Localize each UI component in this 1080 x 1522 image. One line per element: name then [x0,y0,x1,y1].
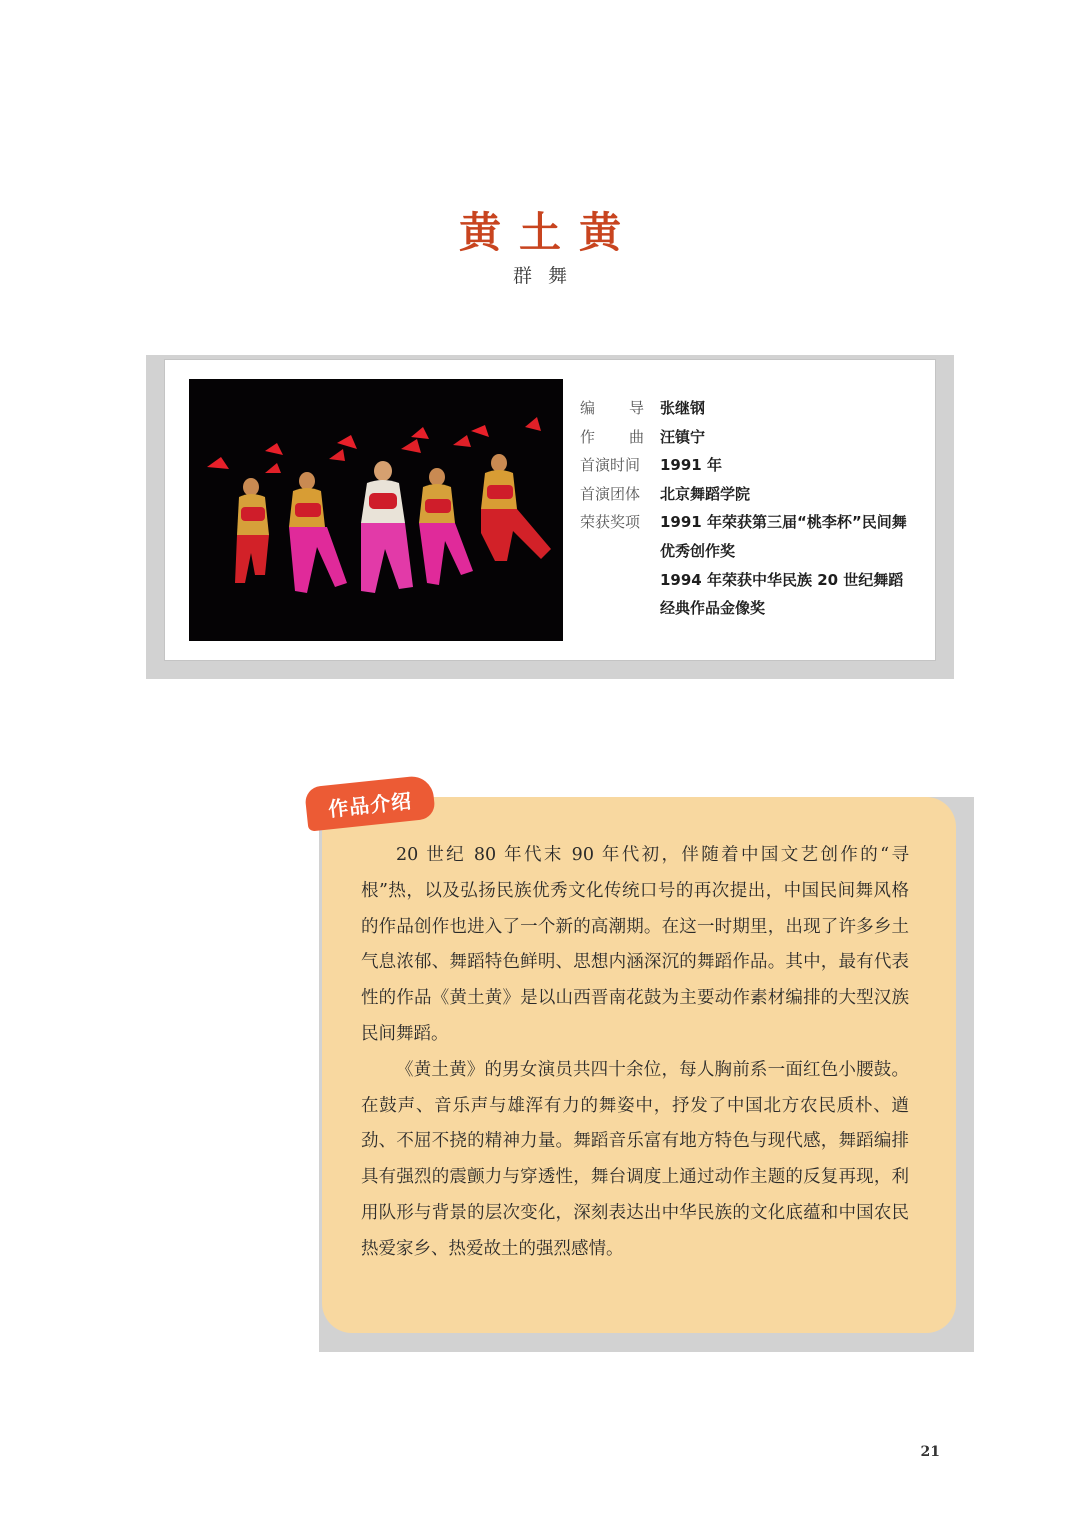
credit-label-char: 导 [628,399,644,417]
credit-label: 首演团体 [580,484,641,503]
credit-row-awards [580,508,935,622]
dancers-illustration [189,379,563,641]
intro-paragraph: 《黄土黄》的男女演员共四十余位，每人胸前系一面红色小腰鼓。在鼓声、音乐声与雄浑有力的舞姿中，抒发了中国北方农民质朴、遒劲、不屈不挠的精神力量。舞蹈音乐富有地方特色与现代感，舞蹈编排具有强烈的震颤力与穿透性，舞台调度上通过动作主题的反复再现，利用队形与背景的层次变化，深刻表达出中华民族的文化底蕴和中国农民热爱家乡、热爱故土的强烈感情。 [361,1059,909,1259]
credits-list [580,394,935,623]
credit-value: 汪镇宁 [660,427,706,446]
award-line: 1994 年荣获中华民族 20 世纪舞蹈 [660,570,904,589]
credit-value: 张继钢 [660,399,706,417]
credit-label [580,394,644,423]
credit-row-premiere-time [580,451,935,480]
intro-text [361,838,909,1268]
credit-label-char: 曲 [628,427,644,446]
credit-value: 北京舞蹈学院 [660,484,751,503]
credit-label-char: 编 [580,399,596,417]
intro-tab-label: 作品介绍 [304,774,436,831]
intro-paragraph: 20 世纪 80 年代末 90 年代初，伴随着中国文艺创作的“寻根”热，以及弘扬民族优秀文化传统口号的再次提出，中国民间舞风格的作品创作也进入了一个新的高潮期。在这一时期里，出现了许多乡土气息浓郁、舞蹈特色鲜明、思想内涵深沉的舞蹈作品。其中，最有代表性的作品《黄土黄》是以山西晋南花鼓为主要动作素材编排的大型汉族民间舞蹈。 [361,845,909,1044]
credit-row-premiere-troupe [580,480,935,509]
credit-label-char: 作 [580,427,596,446]
page-title: 黄土黄 [458,208,639,257]
credit-value [660,508,935,622]
award-line: 优秀创作奖 [660,541,736,560]
award-line: 经典作品金像奖 [660,599,766,618]
credit-label: 首演时间 [580,456,641,475]
page-subtitle: 群舞 [512,265,583,287]
credit-label: 荣获奖项 [580,513,641,532]
credit-row-choreographer [580,394,935,423]
credit-row-composer [580,423,935,452]
dance-photo [189,379,563,641]
award-line: 1991 年荣获第三届“桃李杯”民间舞 [660,513,907,532]
credit-value: 1991 年 [660,456,722,475]
page-number: 21 [920,1444,940,1460]
credit-label [580,423,644,452]
